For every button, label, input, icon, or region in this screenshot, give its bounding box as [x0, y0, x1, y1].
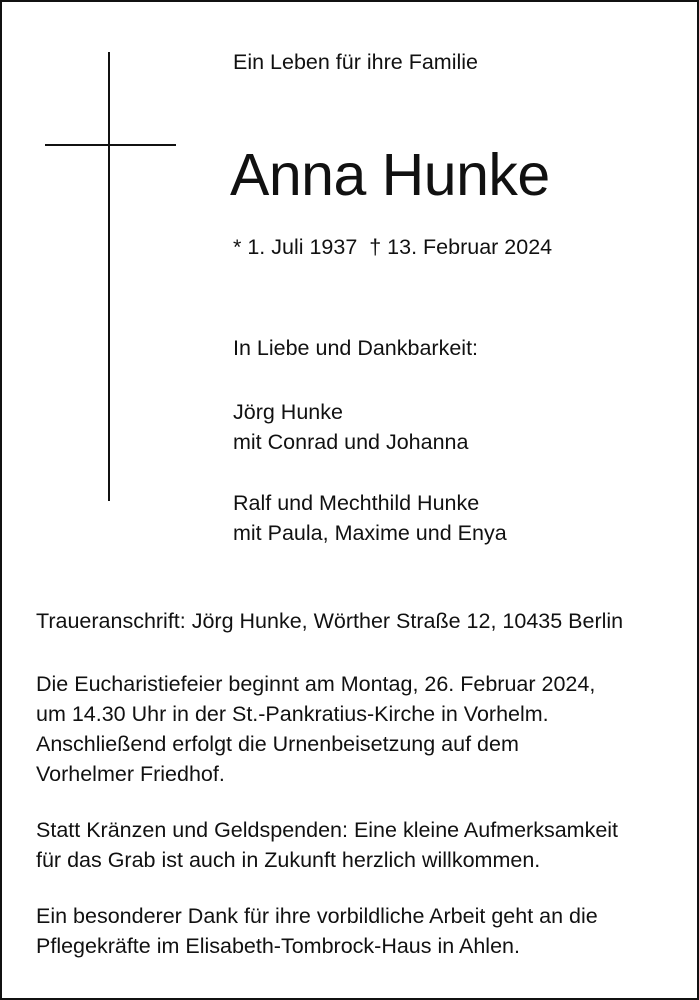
- mourner-group-2-line-1: Ralf und Mechthild Hunke: [233, 491, 480, 515]
- service-line-2: um 14.30 Uhr in der St.-Pankratius-Kirche in Vorhelm.: [36, 702, 549, 726]
- cross-horizontal-bar: [45, 144, 176, 146]
- donation-line-2: für das Grab ist auch in Zukunft herzlich willkommen.: [36, 848, 541, 872]
- deceased-name: Anna Hunke: [230, 142, 550, 208]
- cross-vertical-bar: [108, 52, 110, 501]
- donation-info: [36, 815, 618, 875]
- mourner-group-1-line-1: Jörg Hunke: [233, 400, 343, 424]
- mourner-group-1: [233, 397, 468, 457]
- service-line-1: Die Eucharistiefeier beginnt am Montag, 26. Februar 2024,: [36, 672, 596, 696]
- thanks-line-1: Ein besonderer Dank für ihre vorbildliche Arbeit geht an die: [36, 904, 598, 928]
- mourner-group-1-line-2: mit Conrad und Johanna: [233, 430, 469, 454]
- donation-line-1: Statt Kränzen und Geldspenden: Eine kleine Aufmerksamkeit: [36, 818, 619, 842]
- tagline: Ein Leben für ihre Familie: [233, 50, 478, 74]
- service-line-4: Vorhelmer Friedhof.: [36, 762, 225, 786]
- mourner-group-2: [233, 488, 507, 548]
- mourning-address: Traueranschrift: Jörg Hunke, Wörther Straße 12, 10435 Berlin: [36, 609, 624, 633]
- service-line-3: Anschließend erfolgt die Urnenbeisetzung auf dem: [36, 732, 519, 756]
- mourner-group-2-line-2: mit Paula, Maxime und Enya: [233, 521, 507, 545]
- thanks-line-2: Pflegekräfte im Elisabeth-Tombrock-Haus in Ahlen.: [36, 934, 520, 958]
- mourners-intro: In Liebe und Dankbarkeit:: [233, 336, 479, 360]
- thanks-info: [36, 901, 598, 961]
- service-info: [36, 669, 595, 789]
- life-dates: * 1. Juli 1937 † 13. Februar 2024: [233, 235, 553, 259]
